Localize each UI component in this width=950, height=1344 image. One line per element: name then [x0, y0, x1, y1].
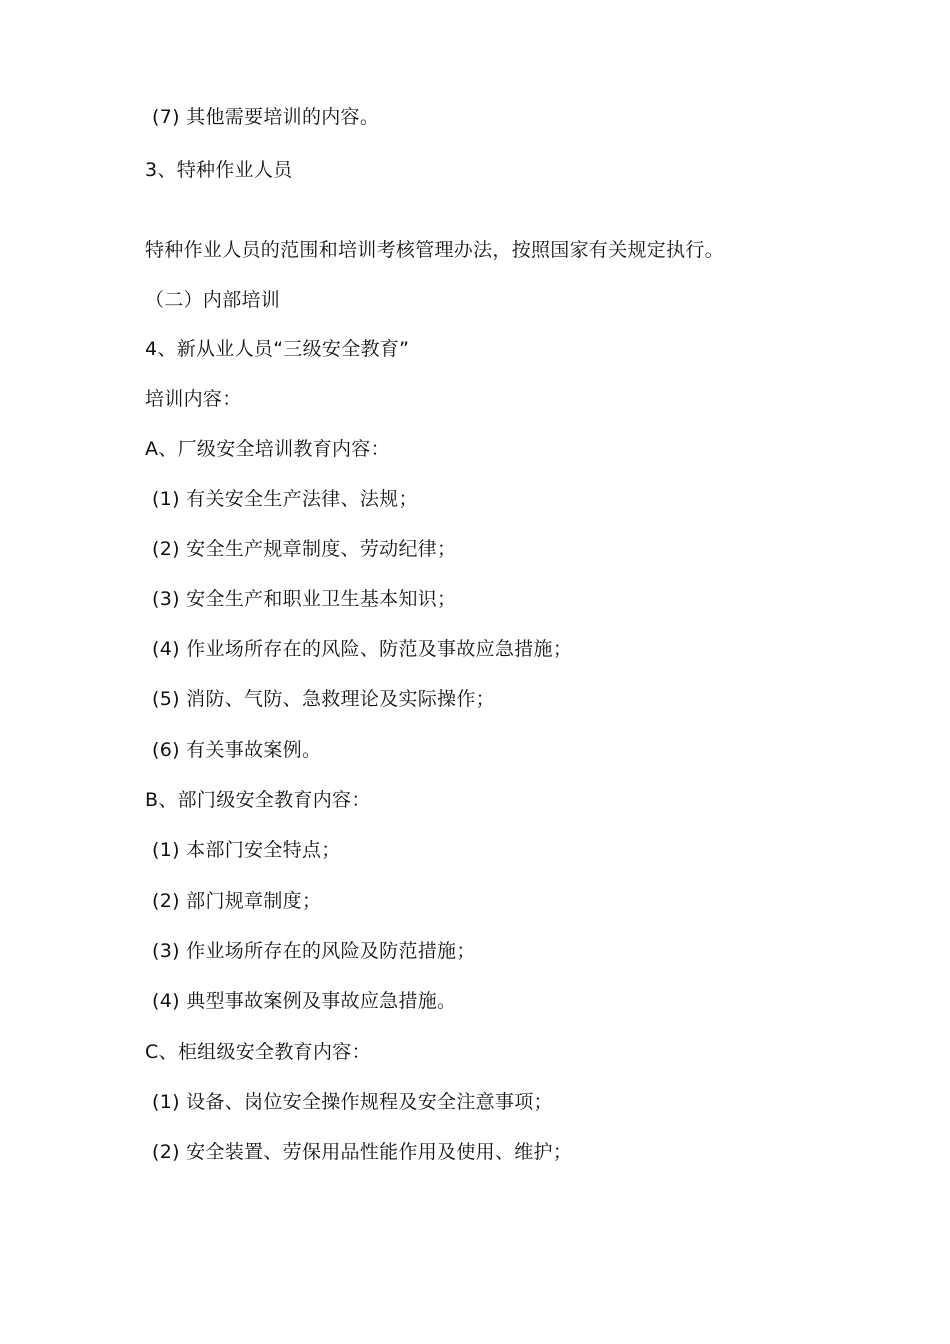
- subheading-factory-level: A、厂级安全培训教育内容：: [145, 438, 390, 460]
- list-item-department-1: (1) 本部门安全特点；: [152, 839, 341, 861]
- section-heading-special-operators: 3、特种作业人员: [145, 159, 293, 181]
- list-item-department-3: (3) 作业场所存在的风险及防范措施；: [152, 940, 476, 962]
- subheading-department-level: B、部门级安全教育内容：: [145, 789, 371, 811]
- subheading-counter-group-level: C、柜组级安全教育内容：: [145, 1041, 371, 1063]
- list-item-factory-2: (2) 安全生产规章制度、劳动纪律；: [152, 538, 457, 560]
- list-item-department-4: (4) 典型事故案例及事故应急措施。: [152, 990, 457, 1012]
- section-heading-internal-training: （二）内部培训: [145, 289, 281, 311]
- list-item-factory-3: (3) 安全生产和职业卫生基本知识；: [152, 588, 457, 610]
- list-item-factory-4: (4) 作业场所存在的风险、防范及事故应急措施；: [152, 638, 573, 660]
- list-item-counter-2: (2) 安全装置、劳保用品性能作用及使用、维护；: [152, 1141, 573, 1163]
- list-item-department-2: (2) 部门规章制度；: [152, 890, 322, 912]
- list-item-factory-1: (1) 有关安全生产法律、法规；: [152, 488, 418, 510]
- list-item-factory-6: (6) 有关事故案例。: [152, 739, 322, 761]
- list-item-7-other-training: (7) 其他需要培训的内容。: [152, 106, 380, 128]
- section-heading-three-level-education: 4、新从业人员“三级安全教育”: [145, 338, 410, 360]
- list-item-factory-5: (5) 消防、气防、急救理论及实际操作；: [152, 688, 495, 710]
- training-content-label: 培训内容：: [145, 388, 242, 410]
- paragraph-special-operators-rules: 特种作业人员的范围和培训考核管理办法，按照国家有关规定执行。: [145, 239, 725, 261]
- list-item-counter-1: (1) 设备、岗位安全操作规程及安全注意事项；: [152, 1091, 553, 1113]
